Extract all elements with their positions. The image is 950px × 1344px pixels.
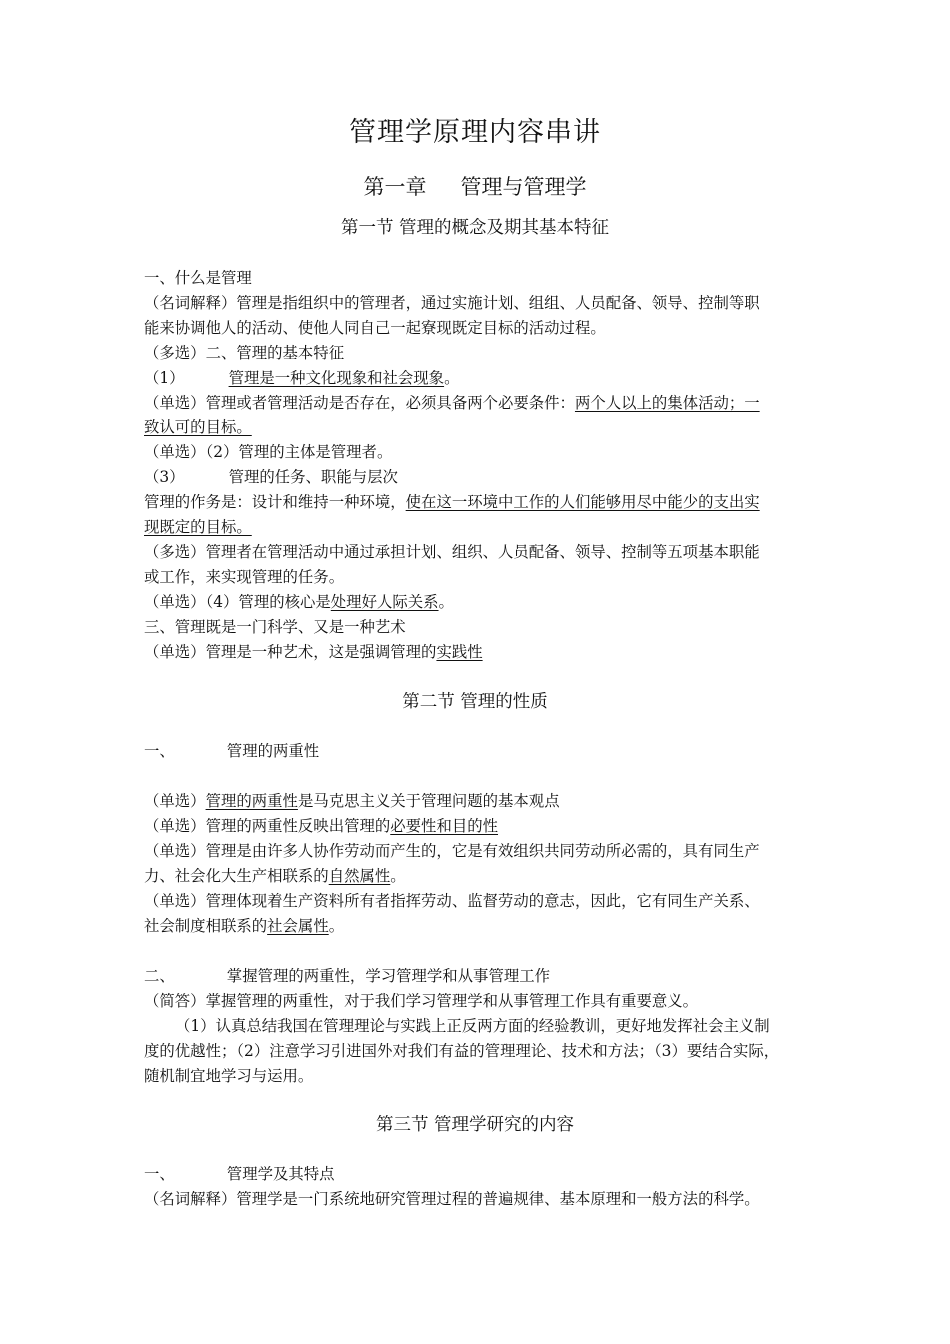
paragraph-line: 社会制度相联系的社会属性。: [144, 917, 345, 935]
paragraph-line: 随机制宜地学习与运用。: [144, 1067, 314, 1085]
paragraph-line: （1）认真总结我国在管理理论与实践上正反两方面的经验教训，更好地发挥社会主义制: [175, 1017, 770, 1035]
paragraph-line: 一、 管理的两重性: [144, 742, 320, 760]
underlined-term: 处理好人际关系: [330, 593, 439, 611]
paragraph-line: （单选）管理体现着生产资料所有者指挥劳动、监督劳动的意志，因此，它有同生产关系、: [144, 892, 760, 910]
underlined-term: 社会属性: [267, 917, 329, 935]
paragraph-line: （单选）管理或者管理活动是否存在，必须具备两个必要条件：两个人以上的集体活动；一: [144, 394, 760, 412]
paragraph-line: （简答）掌握管理的两重性，对于我们学习管理学和从事管理工作具有重要意义。: [144, 992, 699, 1010]
paragraph-line: 管理的作务是：设计和维持一种环境，使在这一环境中工作的人们能够用尽中能少的支出实: [144, 493, 760, 511]
paragraph-line: （名词解释）管理是指组织中的管理者，通过实施计划、组组、人员配备、领导、控制等职: [144, 294, 760, 312]
section-heading-2: 第二节 管理的性质: [402, 692, 548, 712]
underlined-term: 使在这一环境中工作的人们能够用尽中能少的支出实: [405, 493, 760, 511]
paragraph-line: 三、管理既是一门科学、又是一种艺术: [144, 618, 406, 636]
paragraph-line: （单选）管理是一种艺术，这是强调管理的实践性: [144, 643, 483, 661]
chapter-heading: [0, 171, 950, 201]
underlined-term: 实践性: [436, 643, 483, 661]
underlined-term: 必要性和目的性: [390, 817, 499, 835]
underlined-term: 管理的两重性: [205, 792, 298, 810]
paragraph-line: 二、 掌握管理的两重性，学习管理学和从事管理工作: [144, 967, 551, 985]
paragraph-line: （单选）管理是由许多人协作劳动而产生的，它是有效组织共同劳动所必需的，具有同生产: [144, 842, 760, 860]
paragraph-line: （名词解释）管理学是一门系统地研究管理过程的普遍规律、基本原理和一般方法的科学。: [144, 1190, 760, 1208]
paragraph-line: 度的优越性；（2）注意学习引进国外对我们有益的管理理论、技术和方法；（3）要结合实际，: [144, 1042, 780, 1060]
chapter-number: 第一章: [363, 175, 427, 199]
paragraph-line: （多选）二、管理的基本特征: [144, 344, 345, 362]
paragraph-line: [144, 515, 812, 539]
paragraph-line: （单选）（4）管理的核心是处理好人际关系。: [144, 593, 454, 611]
underlined-term: 管理是一种文化现象和社会现象: [228, 369, 445, 387]
paragraph-line: 能来协调他人的活动、使他人同自己一起寮现既定目标的活动过程。: [144, 319, 606, 337]
paragraph-line: 或工作，来实现管理的任务。: [144, 568, 345, 586]
paragraph-line: （单选）管理的两重性反映出管理的必要性和目的性: [144, 817, 499, 835]
document-title: 管理学原理内容串讲: [349, 117, 601, 148]
paragraph-line: 一、什么是管理: [144, 269, 252, 287]
section-heading-3: 第三节 管理学研究的内容: [375, 1115, 575, 1135]
paragraph-line: （1） 管理是一种文化现象和社会现象。: [144, 369, 460, 387]
paragraph-line: 一、 管理学及其特点: [144, 1165, 335, 1183]
section-heading-1: 第一节 管理的概念及期其基本特征: [340, 218, 610, 238]
paragraph-line: （单选）（2）管理的主体是管理者。: [144, 443, 393, 461]
paragraph-line: 力、社会化大生产相联系的自然属性。: [144, 867, 406, 885]
paragraph-line: [144, 415, 812, 439]
underlined-term: 自然属性: [328, 867, 391, 885]
chapter-name: 管理与管理学: [460, 175, 587, 199]
underlined-term: 致认可的目标。: [144, 418, 252, 436]
paragraph-line: （3） 管理的任务、职能与层次: [144, 468, 398, 486]
paragraph-line: （多选）管理者在管理活动中通过承担计划、组织、人员配备、领导、控制等五项基本职能: [144, 543, 760, 561]
underlined-term: 现既定的目标。: [144, 518, 252, 536]
paragraph-line: （单选）管理的两重性是马克思主义关于管理问题的基本观点: [144, 792, 560, 810]
underlined-term: 两个人以上的集体活动；一: [574, 394, 760, 412]
